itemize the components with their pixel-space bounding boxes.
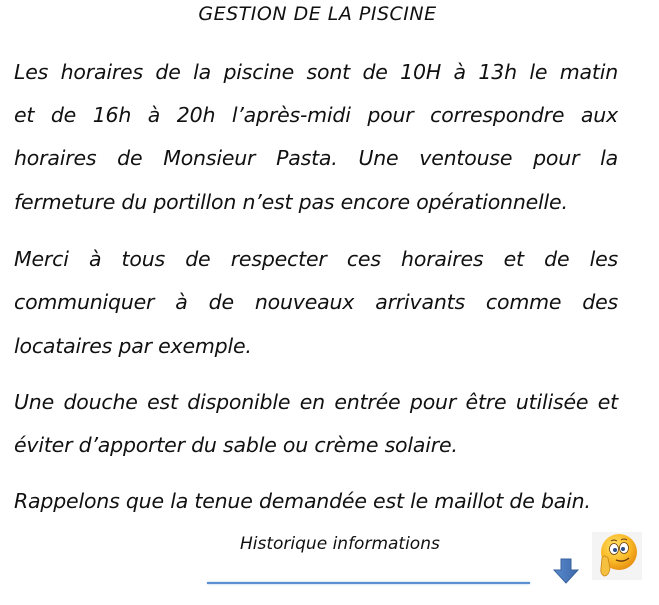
text-line: et de 16h à 20h l’après-midi pour correspondre aux [14,103,618,127]
divider-line [207,582,530,584]
text-line: Merci à tous de respecter ces horaires et de les [14,247,618,271]
text-line: Les horaires de la piscine sont de 10H à 13h le matin [14,60,618,84]
text-line: communiquer à de nouveaux arrivants comme des [14,290,618,314]
text-line: Une douche est disponible en entrée pour être utilisée et [14,390,618,414]
text-line: Rappelons que la tenue demandée est le maillot de bain. [14,489,591,513]
history-link[interactable]: Historique informations [240,534,440,554]
text-line: locataires par exemple. [14,334,252,358]
arrow-down-icon[interactable] [553,558,579,584]
text-line: horaires de Monsieur Pasta. Une ventouse pour la [14,146,618,170]
page-title: GESTION DE LA PISCINE [198,3,437,25]
text-line: éviter d’apporter du sable ou crème solaire. [14,433,458,457]
text-line: fermeture du portillon n’est pas encore opérationnelle. [14,190,568,214]
thinking-smiley-icon [592,532,642,580]
